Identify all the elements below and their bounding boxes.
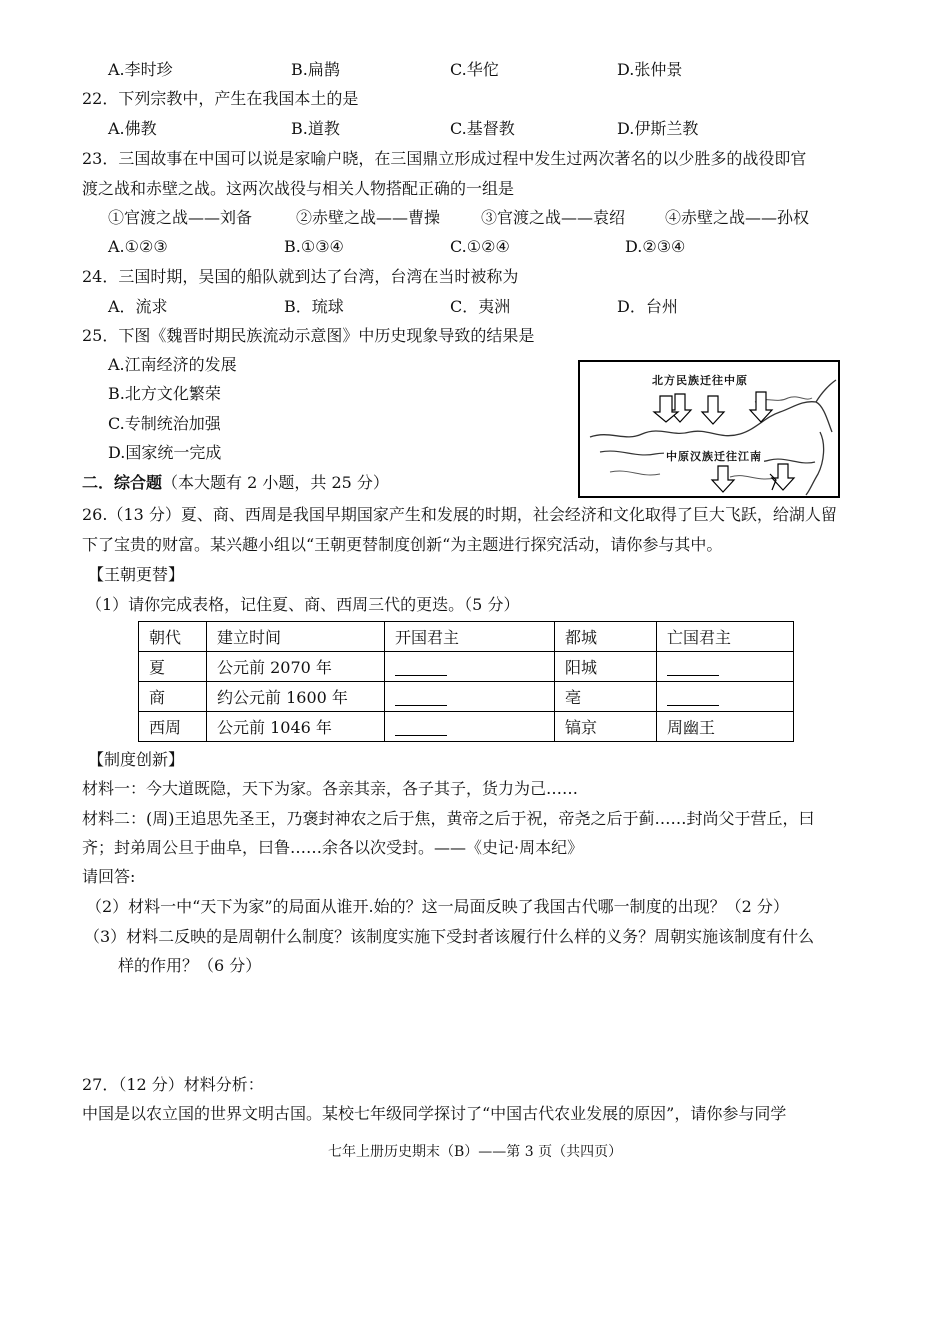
q27-stem: 27．（12 分）材料分析： xyxy=(82,1075,264,1094)
arrow-down-icon xyxy=(772,464,794,490)
section-title: 二．综合题 xyxy=(82,473,163,492)
q21-option-a: A.李时珍 xyxy=(108,60,173,79)
q26-sub2: （2）材料一中“天下为家”的局面从谁开.始的？这一局面反映了我国古代哪一制度的出现？（2 分） xyxy=(86,897,789,916)
table-header: 开国君主 xyxy=(385,622,555,652)
q25-option-c: C.专制统治加强 xyxy=(108,414,221,433)
q24-option-b: B．琉球 xyxy=(284,297,344,316)
table-header: 都城 xyxy=(555,622,657,652)
cell-last-ruler[interactable] xyxy=(657,682,794,712)
q22-option-a: A.佛教 xyxy=(108,119,157,138)
q22-option-b: B.道教 xyxy=(291,119,340,138)
answer-blank[interactable] xyxy=(395,659,447,676)
arrow-small-icon xyxy=(770,474,776,490)
q27-intro: 中国是以农立国的世界文明古国。某校七年级同学探讨了“中国古代农业发展的原因”，请你参与同学 xyxy=(82,1104,787,1123)
answer-blank[interactable] xyxy=(395,719,447,736)
q24-option-d: D．台州 xyxy=(617,297,678,316)
q23-item-1: ①官渡之战——刘备 xyxy=(108,208,253,227)
map-label-south: 中原汉族迁往江南 xyxy=(666,450,762,463)
cell-founder[interactable] xyxy=(385,712,555,742)
q23-option-b: B.①③④ xyxy=(284,237,344,256)
cell-last-ruler: 周幽王 xyxy=(657,712,794,742)
cell-time: 公元前 2070 年 xyxy=(207,652,385,682)
table-row xyxy=(139,682,794,712)
q26-material2-line2: 齐；封弟周公旦于曲阜，曰鲁……余各以次受封。——《史记·周本纪》 xyxy=(82,838,584,857)
section-note: （本大题有 2 小题，共 25 分） xyxy=(162,473,389,492)
answer-blank[interactable] xyxy=(667,659,719,676)
cell-founder[interactable] xyxy=(385,652,555,682)
q23-option-c: C.①②④ xyxy=(450,237,510,256)
q26-sub3-line1: （3）材料二反映的是周朝什么制度？该制度实施下受封者该履行什么样的义务？周朝实施该制度有什么 xyxy=(84,927,815,946)
answer-blank[interactable] xyxy=(667,689,719,706)
table-header: 朝代 xyxy=(139,622,207,652)
q26-ask: 请回答: xyxy=(82,867,136,886)
q22-option-c: C.基督教 xyxy=(450,119,515,138)
q25-option-d: D.国家统一完成 xyxy=(108,443,222,462)
q23-item-4: ④赤壁之战——孙权 xyxy=(665,208,810,227)
table-row xyxy=(139,652,794,682)
answer-blank[interactable] xyxy=(395,689,447,706)
arrow-down-icon xyxy=(702,396,724,424)
q26-material2-line1: 材料二：(周)王追思先圣王，乃褒封神农之后于焦，黄帝之后于祝，帝尧之后于蓟……封尚父于营丘，曰 xyxy=(82,809,815,828)
q23-item-3: ③官渡之战——袁绍 xyxy=(481,208,626,227)
q26-sub3-line2: 样的作用？（6 分） xyxy=(118,956,262,975)
dynasty-table xyxy=(138,621,794,742)
q23-option-a: A.①②③ xyxy=(108,237,168,256)
section-heading xyxy=(82,472,389,494)
q26-sub1: （1）请你完成表格，记住夏、商、西周三代的更迭。（5 分） xyxy=(86,595,520,614)
cell-founder[interactable] xyxy=(385,682,555,712)
cell-time: 公元前 1046 年 xyxy=(207,712,385,742)
q23-option-d: D.②③④ xyxy=(625,237,686,256)
map-river-minor xyxy=(610,471,775,479)
cell-time: 约公元前 1600 年 xyxy=(207,682,385,712)
q25-option-a: A.江南经济的发展 xyxy=(108,355,237,374)
q23-stem-line1: 23．三国故事在中国可以说是家喻户晓，在三国鼎立形成过程中发生过两次著名的以少胜多的战役即官 xyxy=(82,149,807,168)
arrow-down-icon xyxy=(712,466,734,492)
map-coastline xyxy=(806,380,836,495)
cell-last-ruler[interactable] xyxy=(657,652,794,682)
table-header: 建立时间 xyxy=(207,622,385,652)
q22-option-d: D.伊斯兰教 xyxy=(617,119,699,138)
cell-dynasty: 商 xyxy=(139,682,207,712)
table-row xyxy=(139,712,794,742)
q21-option-b: B.扁鹊 xyxy=(291,60,340,79)
page-footer: 七年上册历史期末（B）——第 3 页（共四页） xyxy=(328,1144,623,1160)
q26-heading-institution: 【制度创新】 xyxy=(88,750,185,769)
map-label-north: 北方民族迁往中原 xyxy=(652,374,748,387)
q21-option-c: C.华佗 xyxy=(450,60,499,79)
q24-option-c: C．夷洲 xyxy=(450,297,511,316)
table-header-row xyxy=(139,622,794,652)
q23-item-2: ②赤壁之战——曹操 xyxy=(296,208,441,227)
cell-capital: 镐京 xyxy=(555,712,657,742)
q24-stem: 24．三国时期，吴国的船队就到达了台湾，台湾在当时被称为 xyxy=(82,267,519,286)
q24-option-a: A．流求 xyxy=(108,297,168,316)
q21-option-d: D.张仲景 xyxy=(617,60,683,79)
q23-stem-line2: 渡之战和赤壁之战。这两次战役与相关人物搭配正确的一组是 xyxy=(82,179,515,198)
q26-intro-line2: 下了宝贵的财富。某兴趣小组以“王朝更替制度创新“为主题进行探究活动，请你参与其中。 xyxy=(82,535,723,554)
q26-heading-dynasty: 【王朝更替】 xyxy=(88,565,185,584)
q26-intro-line1: 26.（13 分）夏、商、西周是我国早期国家产生和发展的时期，社会经济和文化取得了巨大飞跃，给湖人留 xyxy=(82,505,837,524)
q25-stem: 25．下图《魏晋时期民族流动示意图》中历史现象导致的结果是 xyxy=(82,326,535,345)
q22-stem: 22．下列宗教中，产生在我国本土的是 xyxy=(82,89,359,108)
table-header: 亡国君主 xyxy=(657,622,794,652)
cell-capital: 亳 xyxy=(555,682,657,712)
migration-map xyxy=(578,360,840,498)
cell-capital: 阳城 xyxy=(555,652,657,682)
cell-dynasty: 西周 xyxy=(139,712,207,742)
q26-material1: 材料一：今大道既隐，天下为家。各亲其亲，各子其子，货力为己…… xyxy=(82,779,579,798)
cell-dynasty: 夏 xyxy=(139,652,207,682)
q25-option-b: B.北方文化繁荣 xyxy=(108,384,221,403)
